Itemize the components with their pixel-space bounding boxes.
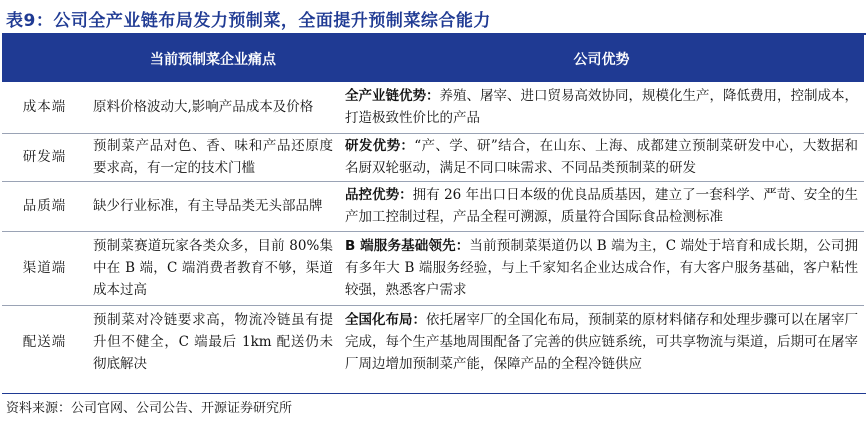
advantage-title: 全产业链优势： — [345, 88, 440, 105]
advantage-title: 品控优势： — [345, 187, 413, 203]
table-row — [2, 181, 864, 231]
advantage-text: 依托屠宰厂的全国化布局，预制菜的原材料储存和处理步骤可以在屠宰厂完成，每个生产基地周围配备了完善的供应链系统，可共享物流与渠道，后期可在屠宰厂周边增加预制菜产能，保障产品的全程冷链供应 — [345, 312, 858, 373]
advantage-text: 拥有 26 年出口日本级的优良品质基因，建立了一套科学、严苛、安全的生产加工控制过程，产品全程可溯源，质量符合国际食品检测标准 — [345, 187, 858, 225]
row-advantage — [339, 82, 864, 133]
row-advantage — [339, 133, 864, 181]
row-category: 研发端 — [2, 133, 87, 181]
table-bottom-rule — [2, 393, 866, 394]
header-blank — [2, 35, 87, 82]
row-category: 成本端 — [2, 82, 87, 133]
advantage-text: 当前预制菜渠道仍以 B 端为主，C 端处于培育和成长期，公司拥有多年大 B 端服务经验，与上千家知名企业达成合作，有大客户服务基础，客户粘性较强，熟悉客户需求 — [345, 238, 858, 298]
row-pain-point: 缺少行业标准，有主导品类无头部品牌 — [87, 181, 339, 231]
advantage-title: B 端服务基础领先： — [345, 238, 470, 254]
table-row — [2, 82, 864, 133]
row-pain-point: 原料价格波动大,影响产品成本及价格 — [87, 82, 339, 133]
header-advantages: 公司优势 — [339, 35, 864, 82]
row-advantage — [339, 231, 864, 305]
table-row — [2, 133, 864, 181]
row-advantage — [339, 305, 864, 379]
advantage-title: 研发优势： — [345, 138, 415, 154]
row-category: 配送端 — [22, 334, 67, 351]
table-title: 表9：公司全产业链布局发力预制菜，全面提升预制菜综合能力 — [6, 11, 491, 31]
header-pain-points: 当前预制菜企业痛点 — [87, 35, 339, 82]
table-row — [2, 305, 864, 379]
row-pain-point: 预制菜赛道玩家各类众多，目前 80%集中在 B 端，C 端消费者教育不够，渠道成本过高 — [87, 231, 339, 305]
header-row — [2, 35, 864, 82]
row-category: 渠道端 — [2, 231, 87, 305]
source-note: 资料来源：公司官网、公司公告、开源证券研究所 — [6, 401, 293, 416]
advantage-text: “产、学、研”结合，在山东、上海、成都建立预制菜研发中心，大数据和名厨双轮驱动，满足不同口味需求、不同品类预制菜的研发 — [345, 138, 859, 176]
row-pain-point: 预制菜对冷链要求高，物流冷链虽有提升但不健全，C 端最后 1km 配送仍未彻底解决 — [93, 312, 333, 373]
row-pain-point: 预制菜产品对色、香、味和产品还原度要求高，有一定的技术门槛 — [87, 133, 339, 181]
table-row — [2, 231, 864, 305]
advantage-title: 全国化布局： — [345, 312, 426, 329]
row-category: 品质端 — [2, 181, 87, 231]
comparison-table — [2, 35, 864, 379]
advantage-text: 养殖、屠宰、进口贸易高效协同，规模化生产，降低费用，控制成本，打造极致性价比的产品 — [345, 88, 858, 127]
row-advantage — [339, 181, 864, 231]
